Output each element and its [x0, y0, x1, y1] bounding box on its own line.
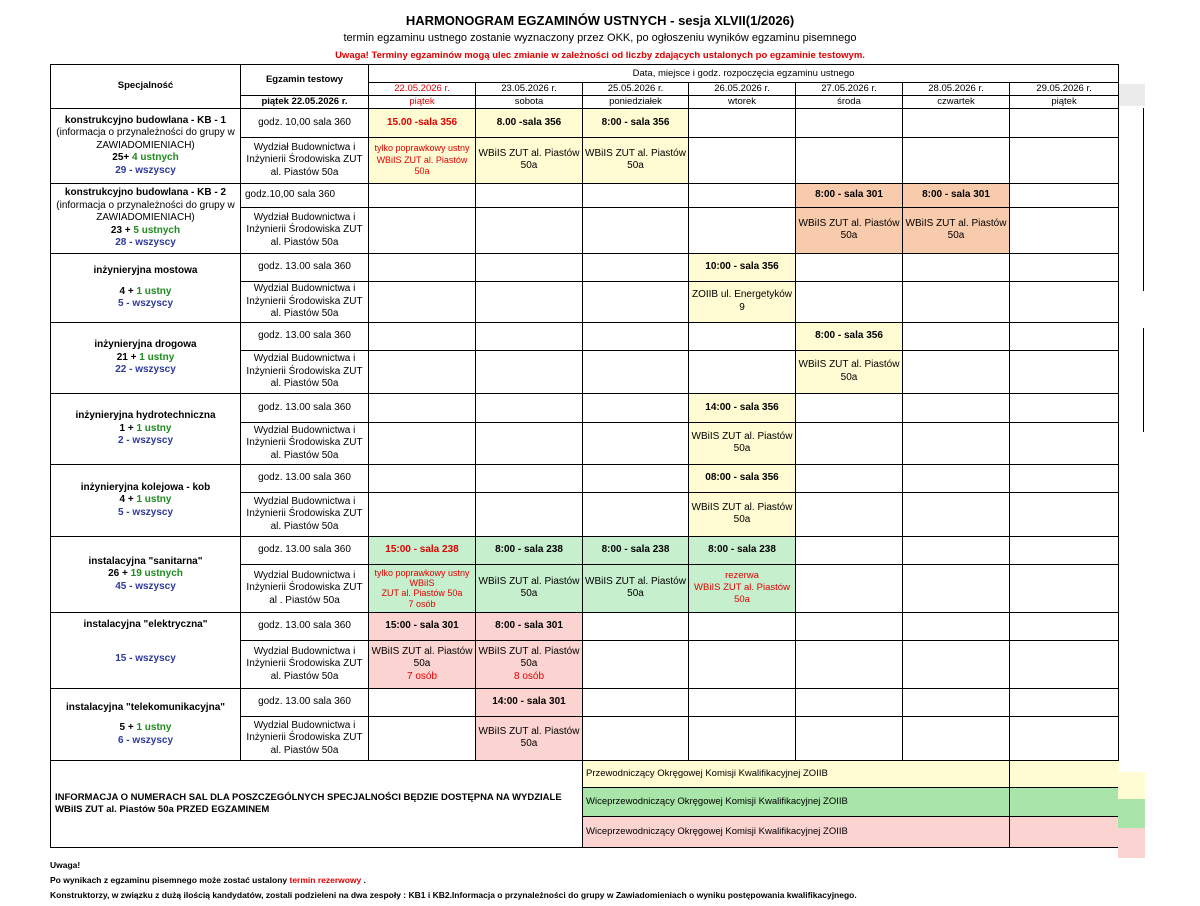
specialty-name: instalacyjna "sanitarna"	[88, 555, 203, 567]
test-time: godz. 13.00 sala 360	[241, 536, 369, 564]
total-count: 45 - wszyscy	[115, 580, 176, 592]
specialty-cell	[51, 253, 241, 322]
notes-line	[50, 873, 857, 888]
count-prefix: 4 +	[119, 285, 137, 297]
right-border-line	[1143, 328, 1144, 432]
exam-place: WBiIS ZUT al. Piastów 50a	[689, 422, 796, 464]
count-prefix: 5 +	[119, 722, 137, 733]
exam-place: WBiIS ZUT al. Piastów 50a	[583, 137, 689, 183]
exam-slot: 8:00 - sala 356	[796, 322, 903, 350]
day-header: czwartek	[903, 95, 1010, 108]
exam-place: WBiIS ZUT al. Piastów 50a	[689, 492, 796, 536]
test-time: godz. 10,00 sala 360	[241, 108, 369, 137]
oral-count: 1 ustny	[139, 351, 175, 363]
test-place: Wydzial Budownictwa i Inżynierii Środowiska ZUT al. Piastów 50a	[241, 422, 369, 464]
exam-slot: 8:00 - sala 301	[476, 612, 583, 640]
exam-slot: 8:00 - sala 356	[583, 108, 689, 137]
header-grey-extension	[1118, 84, 1145, 106]
exam-place: WBiIS ZUT al. Piastów 50a	[796, 207, 903, 253]
total-count: 2 - wszyscy	[117, 435, 174, 446]
notes-title: Uwaga!	[50, 860, 81, 870]
exam-place	[689, 564, 796, 612]
exam-slot: 8:00 - sala 238	[689, 536, 796, 564]
legend-vice-chairman: Wiceprzewodniczący Okręgowej Komisji Kwalifikacyjnej ZOIIB	[583, 787, 1010, 816]
total-count: 29 - wszyscy	[115, 164, 176, 176]
total-count: 15 - wszyscy	[115, 653, 176, 665]
specialty-name: konstrukcyjno budowlana - KB - 2	[64, 187, 227, 198]
legend-vice-chairman: Wiceprzewodniczący Okręgowej Komisji Kwalifikacyjnej ZOIIB	[583, 816, 1010, 847]
day-header: piątek	[1010, 95, 1119, 108]
specialty-note: (informacja o przynależności do grupy w ZAWIADOMIENIACH)	[56, 127, 235, 151]
oral-count: 1 ustny	[136, 422, 172, 434]
count-prefix: 4 +	[119, 494, 137, 505]
specialty-cell	[51, 688, 241, 760]
test-place: Wydzial Budownictwa i Inżynierii Środowiska ZUT al. Piastów 50a	[241, 640, 369, 688]
exam-slot: 8:00 - sala 238	[476, 536, 583, 564]
exam-place: WBiIS ZUT al. Piastów 50a	[903, 207, 1010, 253]
date-header: 22.05.2026 r.	[369, 83, 476, 96]
exam-slot: 8:00 - sala 238	[583, 536, 689, 564]
legend-chairman: Przewodniczący Okręgowej Komisji Kwalifikacyjnej ZOIIB	[583, 760, 1010, 787]
test-time: godz. 13.00 sala 360	[241, 393, 369, 422]
specialty-note: (informacja o przynależności do grupy w ZAWIADOMIENIACH)	[56, 199, 235, 223]
test-place: Wydzial Budownictwa i Inżynierii Środowiska ZUT al. Piastów 50a	[241, 281, 369, 322]
oral-count: 1 ustny	[136, 285, 172, 297]
date-header: 26.05.2026 r.	[689, 83, 796, 96]
exam-place	[369, 564, 476, 612]
specialty-name: instalacyjna "elektryczna"	[83, 618, 208, 630]
exam-slot: 15:00 - sala 301	[369, 612, 476, 640]
test-place: Wydzial Budownictwa i Inżynierii Środowiska ZUT al. Piastów 50a	[241, 492, 369, 536]
count-prefix: 21 +	[116, 351, 140, 363]
oral-count: 1 ustny	[136, 722, 172, 733]
specialty-name: konstrukcyjno budowlana - KB - 1	[64, 114, 227, 126]
exam-place: WBiIS ZUT al. Piastów 50a	[476, 137, 583, 183]
day-header: sobota	[476, 95, 583, 108]
count-prefix: 23 +	[110, 224, 134, 236]
date-header: 25.05.2026 r.	[583, 83, 689, 96]
date-header: 23.05.2026 r.	[476, 83, 583, 96]
exam-count: 8 osób	[513, 670, 545, 682]
total-count: 6 - wszyscy	[117, 734, 174, 746]
total-count: 28 - wszyscy	[115, 237, 176, 248]
count-prefix: 26 +	[108, 568, 131, 579]
total-count: 5 - wszyscy	[117, 506, 174, 518]
legend-swatch	[1010, 787, 1119, 816]
exam-place	[476, 640, 583, 688]
legend-swatch-extension	[1118, 772, 1145, 799]
legend-swatch-extension	[1118, 799, 1145, 828]
exam-slot: 14:00 - sala 356	[689, 393, 796, 422]
specialty-cell	[51, 393, 241, 464]
specialty-cell	[51, 612, 241, 688]
exam-slot: 10:00 - sala 356	[689, 253, 796, 281]
oral-exam-header: Data, miejsce i godz. rozpoczęcia egzaminu ustnego	[369, 65, 1119, 83]
specialty-name: inżynieryjna mostowa	[93, 265, 198, 276]
specialty-name: instalacyjna "telekomunikacyjna"	[66, 701, 225, 713]
oral-count: 5 ustnych	[133, 224, 181, 236]
exam-place: WBiIS ZUT al. Piastów 50a	[796, 350, 903, 393]
exam-place-line: ZUT al. Piastów 50a	[381, 588, 463, 599]
specialty-header: Specjalność	[51, 65, 241, 109]
day-header: piątek	[369, 95, 476, 108]
specialty-name: inżynieryjna hydrotechniczna	[75, 410, 216, 421]
exam-count: 7 osób	[408, 598, 436, 609]
exam-count: 7 osób	[406, 670, 438, 682]
legend-swatch	[1010, 816, 1119, 847]
test-place: Wydział Budownictwa i Inżynierii Środowiska ZUT al. Piastów 50a	[241, 207, 369, 253]
schedule-table	[50, 64, 1119, 848]
exam-place-line: WBiIS ZUT al. Piastów 50a	[371, 645, 473, 669]
exam-place-line: tylko poprawkowy ustny WBiIS	[374, 567, 470, 588]
test-time: godz. 13.00 sala 360	[241, 612, 369, 640]
notes-text: .	[361, 875, 367, 885]
reserve-term: termin rezerwowy	[289, 875, 362, 885]
day-header: środa	[796, 95, 903, 108]
test-place: Wydzial Budownictwa i Inżynierii Środowiska ZUT al. Piastów 50a	[241, 350, 369, 393]
specialty-name: inżynieryjna kolejowa - kob	[80, 481, 211, 493]
day-header: poniedziałek	[583, 95, 689, 108]
exam-slot: 8.00 -sala 356	[476, 108, 583, 137]
exam-slot: 15.00 -sala 356	[369, 108, 476, 137]
page-title: HARMONOGRAM EGZAMINÓW USTNYCH - sesja XLVII(1/2026)	[405, 13, 795, 28]
exam-slot: 8:00 - sala 301	[903, 183, 1010, 207]
exam-place: ZOIIB ul. Energetyków 9	[689, 281, 796, 322]
right-border-line	[1143, 108, 1144, 291]
date-header: 27.05.2026 r.	[796, 83, 903, 96]
total-count: 5 - wszyscy	[117, 298, 174, 309]
exam-place-line: WBiIS ZUT al. Piastów 50a	[694, 582, 790, 606]
test-time: godz. 13.00 sala 360	[241, 688, 369, 716]
test-time: godz. 13.00 sala 360	[241, 253, 369, 281]
oral-count: 19 ustnych	[130, 568, 183, 579]
warning-text: Uwaga! Terminy egzaminów mogą ulec zmianie w zależności od liczby zdających ustalonych po egzaminie testowym.	[335, 50, 865, 61]
legend-swatch-extension	[1118, 828, 1145, 858]
exam-slot: 08:00 - sala 356	[689, 464, 796, 492]
room-info: INFORMACJA O NUMERACH SAL DLA POSZCZEGÓLNYCH SPECJALNOŚCI BĘDZIE DOSTĘPNA NA WYDZIALE WBiIS ZUT al. Piastów 50a PRZED EGZAMINEM	[51, 760, 583, 847]
exam-place: WBiIS ZUT al. Piastów 50a	[476, 716, 583, 760]
test-exam-date: piątek 22.05.2026 r.	[241, 95, 369, 108]
exam-place: tylko poprawkowy ustny WBiIS ZUT al. Piastów 50a	[369, 137, 476, 183]
test-place: Wydzial Budownictwa i Inżynierii Środowiska ZUT al. Piastów 50a	[241, 716, 369, 760]
exam-place	[369, 640, 476, 688]
exam-place: WBiIS ZUT al. Piastów 50a	[476, 564, 583, 612]
count-prefix: 1 +	[119, 422, 137, 434]
specialty-cell	[51, 108, 241, 183]
legend-swatch	[1010, 760, 1119, 787]
test-exam-header: Egzamin testowy	[241, 65, 369, 96]
test-place: Wydzial Budownictwa i Inżynierii Środowiska ZUT al . Piastów 50a	[241, 564, 369, 612]
specialty-name: inżynieryjna drogowa	[94, 339, 197, 350]
date-header: 28.05.2026 r.	[903, 83, 1010, 96]
count-prefix: 25+	[112, 152, 133, 163]
oral-count: 1 ustny	[136, 494, 172, 505]
exam-slot: 8:00 - sala 301	[796, 183, 903, 207]
test-time: godz. 13.00 sala 360	[241, 464, 369, 492]
test-time: godz.10,00 sala 360	[241, 183, 369, 207]
specialty-cell	[51, 183, 241, 253]
oral-count: 4 ustnych	[132, 152, 179, 163]
notes-text: Po wynikach z egzaminu pisemnego może zostać ustalony	[50, 875, 290, 885]
page-subtitle: termin egzaminu ustnego zostanie wyznaczony przez OKK, po ogłoszeniu wyników egzaminu pisemnego	[343, 32, 857, 44]
reserve-label: rezerwa	[725, 570, 759, 582]
notes	[50, 858, 857, 903]
exam-place-line: WBiIS ZUT al. Piastów 50a	[478, 645, 580, 669]
notes-line: Konstruktorzy, w związku z dużą ilością kandydatów, zostali podzieleni na dwa zespoły : KB1 i KB2.Informacja o przynależności do grupy w Zawiadomieniach o wyniku postępowania kwalifikacyjnego.	[50, 890, 857, 900]
day-header: wtorek	[689, 95, 796, 108]
exam-slot: 14:00 - sala 301	[476, 688, 583, 716]
specialty-cell	[51, 464, 241, 536]
total-count: 22 - wszyscy	[115, 364, 176, 375]
specialty-cell	[51, 322, 241, 393]
test-time: godz. 13.00 sala 360	[241, 322, 369, 350]
test-place: Wydział Budownictwa i Inżynierii Środowiska ZUT al. Piastów 50a	[241, 137, 369, 183]
date-header: 29.05.2026 r.	[1010, 83, 1119, 96]
exam-slot: 15:00 - sala 238	[369, 536, 476, 564]
exam-place: WBiIS ZUT al. Piastów 50a	[583, 564, 689, 612]
specialty-cell	[51, 536, 241, 612]
